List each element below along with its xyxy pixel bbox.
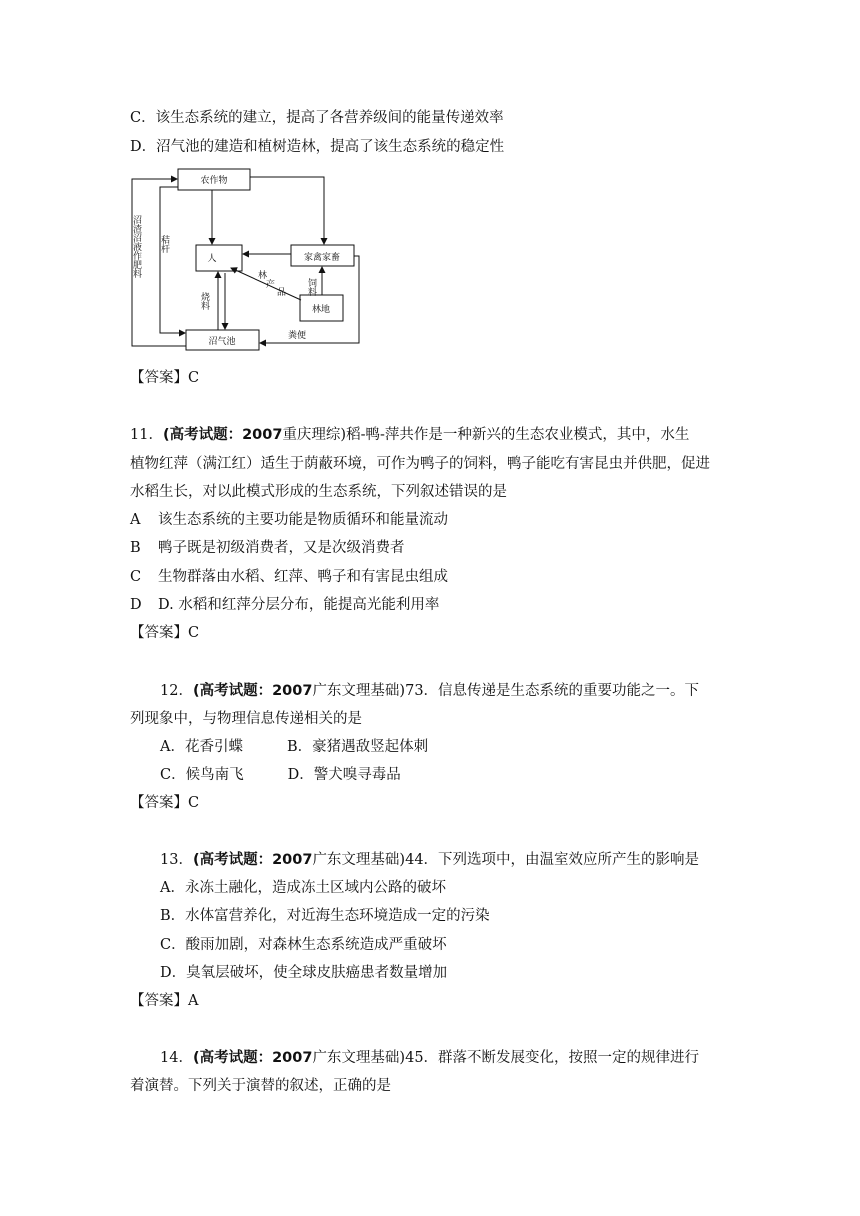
question-11-option-a: A 该生态系统的主要功能是物质循环和能量流动 (130, 512, 448, 528)
question-11-option-b: B 鸭子既是初级消费者，又是次级消费者 (130, 540, 405, 556)
option-c-prev: C．该生态系统的建立，提高了各营养级间的能量传递效率 (130, 110, 504, 126)
manure-label: 粪便 (288, 331, 307, 341)
question-11-line-3: 水稻生长，对以此模式形成的生态系统，下列叙述错误的是 (130, 484, 507, 500)
answer-13: 【答案】A (130, 993, 199, 1009)
answer-11: 【答案】C (130, 625, 200, 641)
person-box (196, 245, 242, 271)
livestock-label: 家禽家畜 (303, 253, 341, 263)
forest-product-char-3: 品 (277, 288, 287, 298)
question-14-line-2: 着演替。下列关于演替的叙述，正确的是 (130, 1078, 391, 1094)
biogas-label: 沼气池 (208, 337, 236, 347)
question-12-options-cd: C．候鸟南飞 D．警犬嗅寻毒品 (160, 767, 401, 783)
straw-label: 秸杆 (159, 235, 169, 253)
forest-product-char-1: 林 (258, 271, 268, 281)
question-13-option-c: C．酸雨加剧，对森林生态系统造成严重破坏 (160, 937, 447, 953)
question-13-option-b: B．水体富营养化，对近海生态环境造成一定的污染 (160, 908, 490, 924)
question-13-line-1: 13．(高考试题：2007广东文理基础)44．下列选项中，由温室效应所产生的影响是 (160, 852, 700, 868)
feed-label: 饲料 (306, 278, 316, 296)
answer-10: 【答案】C (130, 370, 200, 386)
question-11-line-1: 11．(高考试题：2007重庆理综)稻-鸭-萍共作是一种新兴的生态农业模式，其中，水生 (130, 427, 690, 443)
question-12-line-1: 12．(高考试题：2007广东文理基础)73．信息传递是生态系统的重要功能之一。下 (160, 683, 700, 699)
option-d-prev: D．沼气池的建造和植树造林，提高了该生态系统的稳定性 (130, 139, 505, 155)
answer-12: 【答案】C (130, 795, 200, 811)
question-14-line-1: 14．(高考试题：2007广东文理基础)45．群落不断发展变化，按照一定的规律进行 (160, 1050, 700, 1066)
question-12-line-2: 列现象中，与物理信息传递相关的是 (130, 711, 362, 727)
ecosystem-diagram (128, 165, 360, 357)
woodland-label: 林地 (311, 305, 331, 315)
fuel-label: 烧料 (199, 292, 209, 310)
person-label: 人 (207, 254, 217, 264)
forest-product-char-2: 产 (266, 280, 276, 290)
crops-label: 农作物 (200, 176, 228, 186)
question-12-options-ab: A．花香引蝶 B．豪猪遇敌竖起体刺 (160, 739, 429, 755)
fertilizer-label: 沼渣沼液作肥料 (131, 215, 141, 278)
question-11-line-2: 植物红萍（满江红）适生于荫蔽环境，可作为鸭子的饲料，鸭子能吃有害昆虫并供肥，促进 (130, 456, 710, 472)
question-13-option-d: D．臭氧层破坏，使全球皮肤癌患者数量增加 (160, 965, 448, 981)
question-13-option-a: A．永冻土融化，造成冻土区域内公路的破坏 (160, 880, 446, 896)
question-11-option-d: D D. 水稻和红萍分层分布，能提高光能利用率 (130, 597, 440, 613)
question-11-option-c: C 生物群落由水稻、红萍、鸭子和有害昆虫组成 (130, 569, 448, 585)
